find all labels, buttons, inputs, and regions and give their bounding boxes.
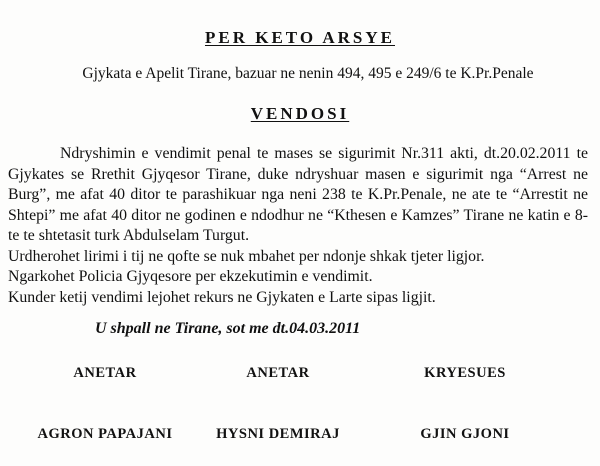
main-paragraph bbox=[8, 144, 588, 247]
execution-order: Ngarkohet Policia Gjyqesore per ekzekutimin e vendimit. bbox=[8, 268, 373, 285]
release-order: Urdherohet lirimi i tij ne qofte se nuk mbahet per ndonje shkak tjeter ligjor. bbox=[8, 247, 485, 265]
appeal-note: Kunder ketij vendimi lejohet rekurs ne Gjykaten e Larte sipas ligjit. bbox=[8, 288, 436, 306]
panel-name-presiding: GJIN GJONI bbox=[420, 426, 510, 442]
decision-body bbox=[8, 144, 588, 308]
panel-role-member-1: ANETAR bbox=[73, 365, 137, 381]
reasons-heading: PER KETO ARSYE bbox=[204, 28, 395, 47]
main-paragraph-text: Ndryshimin e vendimit penal te mases se sigurimit Nr.311 akti, dt.20.02.2011 te Gjykates se Rrethit Gjyqesor Tirane, duke ndryshuar masen e sigurimit nga “Arrest ne Burg”, me afat 40 ditor te parashikuar nga neni 238 te K.Pr.Penale, ne ate te “Arrestit ne Shtepi” me afat 40 ditor ne godinen e ndodhur ne “Kthesen e Kamzes” Tirane ne katin e 8-te te shtetasit turk Abdulselam Turgut. bbox=[8, 145, 588, 244]
panel-name-member-1: AGRON PAPAJANI bbox=[37, 426, 173, 442]
decides-heading: VENDOSI bbox=[250, 104, 350, 123]
court-basis-text: Gjykata e Apelit Tirane, bazuar ne nenin 494, 495 e 249/6 te K.Pr.Penale bbox=[82, 65, 534, 82]
panel-role-presiding: KRYESUES bbox=[424, 365, 506, 381]
panel-role-member-2: ANETAR bbox=[246, 365, 310, 381]
panel-name-member-2: HYSNI DEMIRAJ bbox=[216, 426, 340, 442]
announcement-line: U shpall ne Tirane, sot me dt.04.03.2011 bbox=[95, 320, 361, 337]
